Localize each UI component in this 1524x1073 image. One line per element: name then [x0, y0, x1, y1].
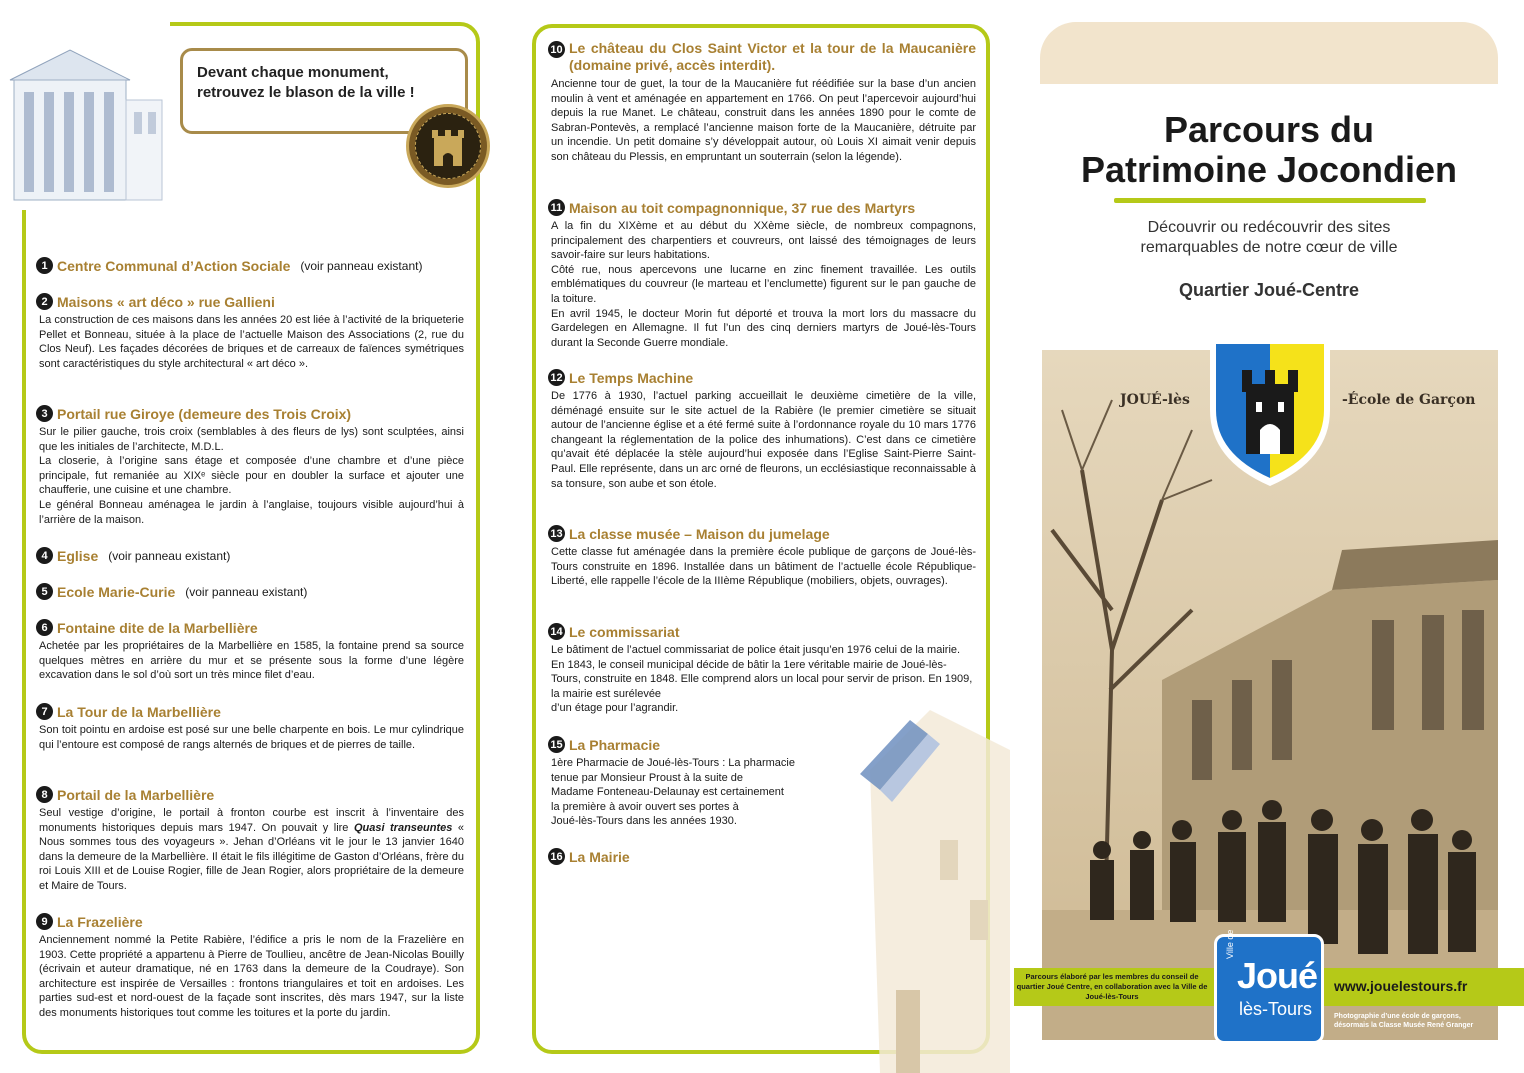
photo-caption-left: JOUÉ-lès	[1120, 392, 1190, 408]
cover-subtitle-line-2: remarquables de notre cœur de ville	[1140, 239, 1398, 256]
text-run: « Nous sommes tous des voyageurs ». Jehan d’Orléans vit le jour le 13 janvier 1640 dans la demeure de la Marbellière. Il était le fils illégitime de Gaston d’Orléans, frère du roi Louis XIII et de Louise Rogier, fille de Jean Rogier, alors propriétaire de la demeure et Maire de Tours.	[39, 821, 464, 892]
callout-line-2: retrouvez le blason de la ville !	[197, 84, 415, 101]
section-paragraph: La construction de ces maisons dans les années 20 est liée à l’activité de la briqueterie Pellet et Bonneau, située à la place de l’actuelle Maison des Associations (2, rue du Clos Neuf). Les façades décorées de briques et de carreaux de faïences symétriques sont caractéristiques du style architectural « art déco ».	[39, 314, 464, 370]
cover-top-band	[1040, 22, 1498, 84]
section-title: Maisons « art déco » rue Gallieni	[57, 293, 275, 310]
cover-title	[1040, 110, 1498, 190]
section-paragraph: Le général Bonneau aménagea le jardin à l’anglaise, toujours visible aujourd’hui à l’arrière de la maison.	[39, 498, 464, 526]
section-number: 7	[36, 703, 53, 720]
section-title: Portail rue Giroye (demeure des Trois Croix)	[57, 405, 352, 422]
section-15	[548, 736, 848, 829]
section-title: Fontaine dite de la Marbellière	[57, 619, 258, 636]
section-note: (voir panneau existant)	[108, 548, 231, 563]
cover-title-line-2: Patrimoine Jocondien	[1080, 149, 1458, 190]
website-link[interactable]: www.jouelestours.fr	[1334, 978, 1468, 994]
section-number: 15	[548, 736, 565, 753]
section-2	[36, 293, 464, 371]
section-title: La Pharmacie	[569, 736, 661, 753]
section-5	[36, 583, 464, 600]
footer-note: Parcours élaboré par les membres du conseil de quartier Joué Centre, en collaboration avec la Ville de Joué-lès-Tours	[1016, 972, 1208, 1001]
section-paragraph: Anciennement nommé la Petite Rabière, l’édifice a pris le nom de la Frazelière en 1903. Cette propriété a appartenu à Pierre de Toullieu, ancêtre de Jean-Nicolas Bouilly (écrivain et auteur dramatique, né en 1763 dans la demeure de la Coudraye). Son architecture est inspirée de Versailles : frontons triangulaires et toit en ardoises. Les parties sud-est et nord-ouest de la façade sont inscrites, dès mars 1947, sur la liste des monuments historiques tout comme les toitures et la porte du jardin.	[39, 934, 464, 1019]
section-title: Maison au toit compagnonnique, 37 rue des Martyrs	[569, 199, 916, 216]
section-12	[548, 369, 976, 491]
section-paragraph: Son toit pointu en ardoise est posé sur une belle charpente en bois. Le mur cylindrique qui l’entoure est composé de rangs alternés de briques et de pierres de taille.	[39, 724, 464, 751]
section-number: 2	[36, 293, 53, 310]
cover-rule	[1114, 198, 1426, 203]
photo-caption-right: -École de Garçon	[1342, 392, 1476, 408]
section-paragraph: Cette classe fut aménagée dans la première école publique de garçons de Joué-lès-Tours construite en 1896. Installée dans un bâtiment de l’actuelle école République-Liberté, elle rappelle l’école de la IIIème République (mobiliers, objets, ouvrages).	[551, 546, 976, 588]
section-title: La Frazelière	[57, 913, 143, 930]
section-paragraph: Ancienne tour de guet, la tour de la Maucanière fut réédifiée sur la base d’un ancien moulin à vent et aménagée en appartement en 1766. On peut l’apercevoir aujourd’hui depuis la rue Manet. Le château, construit dans les années 1890 pour le comte de Sabran-Pontevès, a remplacé l’ancienne maison forte de la Maucanière, détruite par un incendie. Un petit domaine s’y développait autour, où Louis XI aimait venir depuis son château du Plessis, en empruntant un souterrain (selon la légende).	[551, 78, 976, 163]
section-number: 10	[548, 41, 565, 58]
section-title: La Mairie	[569, 848, 630, 865]
cover-title-line-1: Parcours du	[1163, 109, 1375, 150]
section-11	[548, 199, 976, 350]
section-1	[36, 257, 464, 274]
section-number: 16	[548, 848, 565, 865]
section-7	[36, 703, 464, 752]
section-title: Eglise	[57, 547, 99, 564]
section-paragraph: la première à avoir ouvert ses portes à	[551, 800, 739, 813]
section-paragraph: Joué-lès-Tours dans les années 1930.	[551, 815, 737, 828]
section-paragraph: tenue par Monsieur Proust à la suite de	[551, 771, 744, 784]
building-watercolor-left	[0, 20, 170, 210]
section-number: 13	[548, 525, 565, 542]
city-crest-badge	[406, 104, 490, 188]
logo-les: lès-Tours	[1239, 999, 1313, 1019]
section-number: 4	[36, 547, 53, 564]
section-number: 14	[548, 623, 565, 640]
cover-area: Quartier Joué-Centre	[1178, 280, 1360, 300]
city-logo	[1214, 929, 1324, 1044]
latin-motto: Quasi transeuntes	[353, 821, 453, 834]
section-paragraph: De 1776 à 1930, l’actuel parking accueillait le deuxième cimetière de la ville, déménagé ensuite sur le site actuel de la Rabière (le premier cimetière se situait autour de l’ancienne église et a été fermé suite à l’ordonnance royale du 10 mars 1776 changeant la réglementation de la police des inhumations). C’est dans ce cimetière qu’avait été déplacée la stèle aujourd’hui exposée dans l’Eglise Saint-Pierre Saint-Paul. Elle représente, dans un arc orné de fleurons, un ecclésiastique reconnaissable à sa tonsure, son aube et son étole.	[551, 390, 976, 490]
section-title: Portail de la Marbellière	[57, 786, 215, 803]
section-note: (voir panneau existant)	[300, 258, 423, 273]
section-paragraph: Sur le pilier gauche, trois croix (semblables à des fleurs de lys) sont sculptées, ainsi que les initiales de l’architecte, M.D.L.	[39, 426, 464, 453]
tower-crest-icon	[430, 126, 466, 166]
section-paragraph: La closerie, à l’origine sans étage et composée d’une chambre et d’une pièce principale, fut remaniée au XIXᵉ siècle pour en doubler la surface et ajouter une chaufferie, une cuisine et une chambre.	[39, 455, 464, 497]
section-title: Centre Communal d’Action Sociale	[57, 257, 291, 274]
section-number: 3	[36, 405, 53, 422]
section-number: 11	[548, 199, 565, 216]
logo-ville: Ville de	[1225, 929, 1235, 959]
section-note: (voir panneau existant)	[185, 584, 308, 599]
section-16	[548, 848, 976, 865]
cover-subtitle	[1040, 218, 1498, 258]
section-paragraph: En avril 1945, le docteur Morin fut déporté et trouva la mort lors du massacre du Gardelegen en Allemagne. Il fut l’un des cinq derniers martyrs de Joué-lès-Tours durant la Seconde Guerre mondiale.	[551, 307, 976, 349]
section-9	[36, 913, 464, 1021]
section-number: 6	[36, 619, 53, 636]
section-paragraph: Achetée par les propriétaires de la Marbellière en 1585, la fontaine prend sa source quelques mètres en arrière du mur et se présente sous la forme d’une légère excavation dans le sol d’où sort un très mince filet d’eau.	[39, 640, 464, 682]
section-title: Le château du Clos Saint Victor et la tour de la Maucanière (domaine privé, accès interdit).	[569, 40, 976, 73]
section-6	[36, 619, 464, 683]
shield-crest	[1204, 330, 1336, 490]
section-3	[36, 405, 464, 527]
section-paragraph	[39, 806, 464, 894]
section-8	[36, 786, 464, 894]
building-watercolor-middle	[840, 690, 1010, 1073]
section-title: Le Temps Machine	[569, 369, 694, 386]
section-title: Ecole Marie-Curie	[57, 583, 176, 600]
section-number: 5	[36, 583, 53, 600]
section-number: 1	[36, 257, 53, 274]
callout-line-1: Devant chaque monument,	[197, 64, 389, 81]
section-paragraph: Madame Fonteneau-Delaunay est certainement	[551, 786, 784, 799]
section-paragraph: A la fin du XIXème et au début du XXème siècle, de nombreux compagnons, principalement des charpentiers et couvreurs, ont laissé des témoignages de leurs savoir-faire sur leurs habitations.	[551, 220, 976, 262]
cover-subtitle-line-1: Découvrir ou redécouvrir des sites	[1147, 219, 1391, 236]
section-paragraph: d’un étage pour l’agrandir.	[551, 702, 679, 715]
section-title: La classe musée – Maison du jumelage	[569, 525, 830, 542]
section-4	[36, 547, 464, 564]
section-paragraph: 1ère Pharmacie de Joué-lès-Tours : La pharmacie	[551, 757, 795, 769]
logo-joue: Joué	[1237, 955, 1318, 996]
section-paragraph: Le bâtiment de l’actuel commissariat de police était jusqu’en 1976 celui de la mairie. En 1843, le conseil municipal décide de bâtir la 1ere véritable mairie de Joué-lès-Tours, construite en 1848. Elle comprend alors un local pour servir de prison. En 1909, la mairie est surélevée	[551, 644, 973, 700]
section-13	[548, 525, 976, 589]
section-number: 12	[548, 369, 565, 386]
section-title: La Tour de la Marbellière	[57, 703, 221, 720]
section-number: 9	[36, 913, 53, 930]
section-number: 8	[36, 786, 53, 803]
section-title: Le commissariat	[569, 623, 680, 640]
section-10	[548, 40, 976, 165]
photo-credit: Photographie d’une école de garçons, désormais la Classe Musée René Granger	[1334, 1013, 1474, 1029]
text-run: Seul vestige d’origine, le portail à fronton courbe est inscrit à l’inventaire des monuments historiques depuis mars 1947. On pouvait y lire	[39, 807, 464, 834]
section-14	[548, 623, 976, 716]
section-paragraph: Côté rue, nous apercevons une lucarne en zinc finement travaillée. Les outils emblématiques du couvreur (le marteau et l’enclumette) figurent sur le pan gauche de la toiture.	[551, 263, 976, 305]
